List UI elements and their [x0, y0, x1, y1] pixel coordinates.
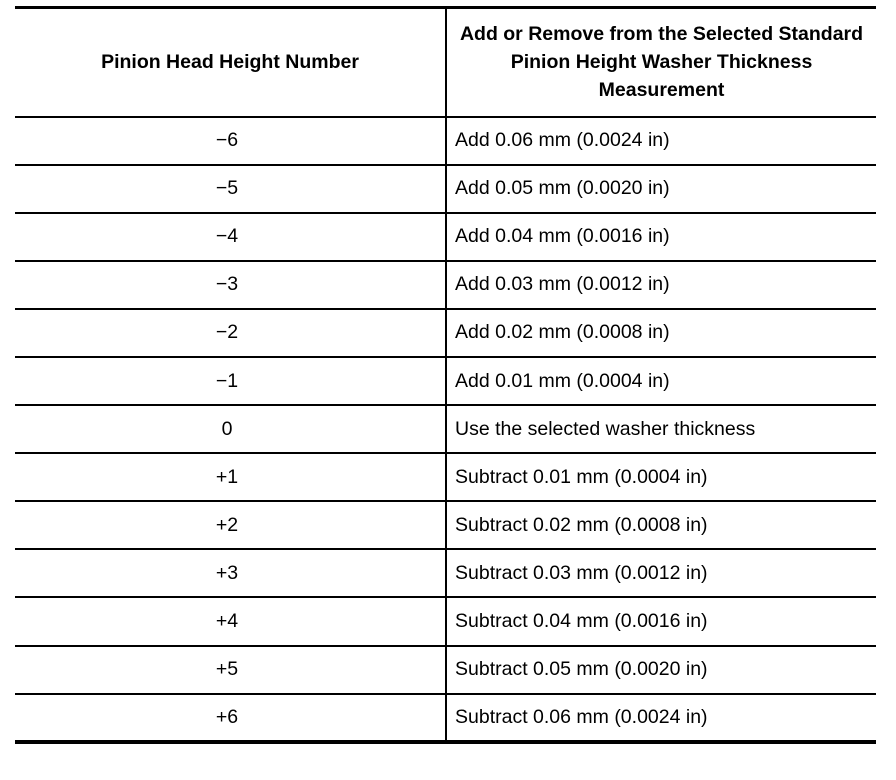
- row-number-cell: +3: [15, 549, 446, 597]
- row-adjustment-cell: Subtract 0.06 mm (0.0024 in): [446, 694, 876, 742]
- row-adjustment-cell: Add 0.02 mm (0.0008 in): [446, 309, 876, 357]
- row-adjustment-cell: Add 0.03 mm (0.0012 in): [446, 261, 876, 309]
- table-row: [15, 165, 876, 213]
- row-adjustment-cell: Use the selected washer thickness: [446, 405, 876, 453]
- row-adjustment-cell: Add 0.01 mm (0.0004 in): [446, 357, 876, 405]
- row-number-cell: −2: [15, 309, 446, 357]
- row-number-cell: 0: [15, 405, 446, 453]
- row-adjustment-cell: Subtract 0.04 mm (0.0016 in): [446, 597, 876, 645]
- table-row: [15, 549, 876, 597]
- table-row: [15, 309, 876, 357]
- table-row: [15, 694, 876, 742]
- table-header: [15, 8, 876, 117]
- table-body: [15, 117, 876, 742]
- table-row: [15, 357, 876, 405]
- pinion-washer-table: [15, 6, 876, 744]
- row-adjustment-cell: Subtract 0.03 mm (0.0012 in): [446, 549, 876, 597]
- table-row: [15, 261, 876, 309]
- table-row: [15, 405, 876, 453]
- row-adjustment-cell: Add 0.06 mm (0.0024 in): [446, 117, 876, 165]
- row-number-cell: −4: [15, 213, 446, 261]
- row-adjustment-cell: Subtract 0.05 mm (0.0020 in): [446, 646, 876, 694]
- row-adjustment-cell: Subtract 0.02 mm (0.0008 in): [446, 501, 876, 549]
- row-adjustment-cell: Add 0.05 mm (0.0020 in): [446, 165, 876, 213]
- row-number-cell: +6: [15, 694, 446, 742]
- row-number-cell: +4: [15, 597, 446, 645]
- table-row: [15, 117, 876, 165]
- table-row: [15, 646, 876, 694]
- header-pinion-head-height-number: Pinion Head Height Number: [15, 8, 446, 117]
- header-row: [15, 8, 876, 117]
- row-number-cell: +5: [15, 646, 446, 694]
- table-row: [15, 501, 876, 549]
- table-row: [15, 453, 876, 501]
- row-number-cell: −6: [15, 117, 446, 165]
- row-adjustment-cell: Subtract 0.01 mm (0.0004 in): [446, 453, 876, 501]
- pinion-washer-table-container: [15, 6, 876, 744]
- row-number-cell: +2: [15, 501, 446, 549]
- row-number-cell: −5: [15, 165, 446, 213]
- row-adjustment-cell: Add 0.04 mm (0.0016 in): [446, 213, 876, 261]
- row-number-cell: −3: [15, 261, 446, 309]
- row-number-cell: +1: [15, 453, 446, 501]
- table-row: [15, 597, 876, 645]
- row-number-cell: −1: [15, 357, 446, 405]
- table-row: [15, 213, 876, 261]
- header-washer-adjustment: Add or Remove from the Selected Standard Pinion Height Washer Thickness Measurement: [446, 8, 876, 117]
